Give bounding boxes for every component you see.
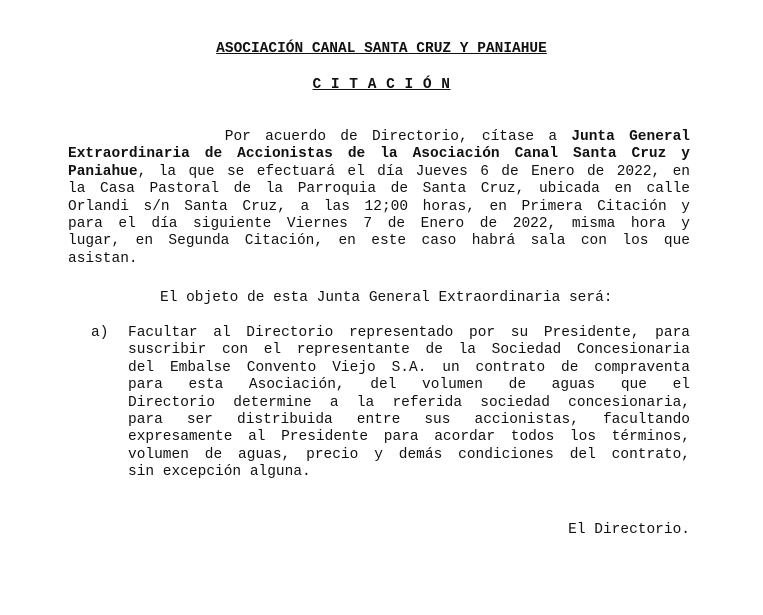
- intro-line: [68, 129, 690, 146]
- intro-line: lugar, en Segunda Citación, en este caso habrá sala con los que: [68, 233, 690, 250]
- agenda-line: expresamente al Presidente para acordar todos los términos,: [128, 429, 690, 446]
- intro-paragraph: [68, 129, 690, 268]
- intro-line: Orlandi s/n Santa Cruz, a las 12;00 horas, en Primera Citación y: [68, 198, 690, 215]
- intro-line: la Casa Pastoral de la Parroquia de Santa Cruz, ubicada en calle: [68, 181, 690, 198]
- intro-line3-rest: , la que se efectuará el día Jueves 6 de Enero de 2022, en: [137, 163, 690, 180]
- intro-line1-bold: Junta General: [571, 129, 690, 145]
- agenda-line: para ser distribuida entre sus accionistas, facultando: [128, 411, 690, 428]
- agenda-line: suscribir con el representante de la Sociedad Concesionaria: [128, 342, 690, 359]
- intro-line: [68, 164, 690, 181]
- intro-line2-bold: Extraordinaria de Accionistas de la Asociación Canal Santa Cruz y: [68, 146, 690, 163]
- agenda-line: sin excepción alguna.: [128, 464, 311, 481]
- agenda-line: Directorio determine a la referida sociedad concesionaria,: [128, 394, 690, 411]
- agenda-item-body: [128, 325, 690, 482]
- agenda-line: para esta Asociación, del volumen de aguas que el: [128, 377, 690, 394]
- agenda-line: volumen de aguas, precio y demás condiciones del contrato,: [128, 446, 690, 463]
- agenda-line: Facultar al Directorio representado por su Presidente, para: [128, 325, 690, 341]
- agenda-item-label: a): [91, 325, 109, 341]
- object-statement: El objeto de esta Junta General Extraordinaria será:: [160, 290, 613, 306]
- intro-line: para el día siguiente Viernes 7 de Enero de 2022, misma hora y: [68, 215, 690, 232]
- intro-line: [68, 146, 690, 163]
- organization-title: ASOCIACIÓN CANAL SANTA CRUZ Y PANIAHUE: [216, 41, 547, 57]
- signature: El Directorio.: [568, 522, 690, 538]
- agenda-line: del Embalse Convento Viejo S.A. un contrato de compraventa: [128, 359, 690, 376]
- document-title: C I T A C I Ó N: [312, 77, 451, 93]
- intro-line3-bold: Paniahue: [68, 163, 138, 180]
- intro-line: asistan.: [68, 250, 138, 267]
- intro-line1-start: Por acuerdo de Directorio, cítase a: [68, 129, 572, 145]
